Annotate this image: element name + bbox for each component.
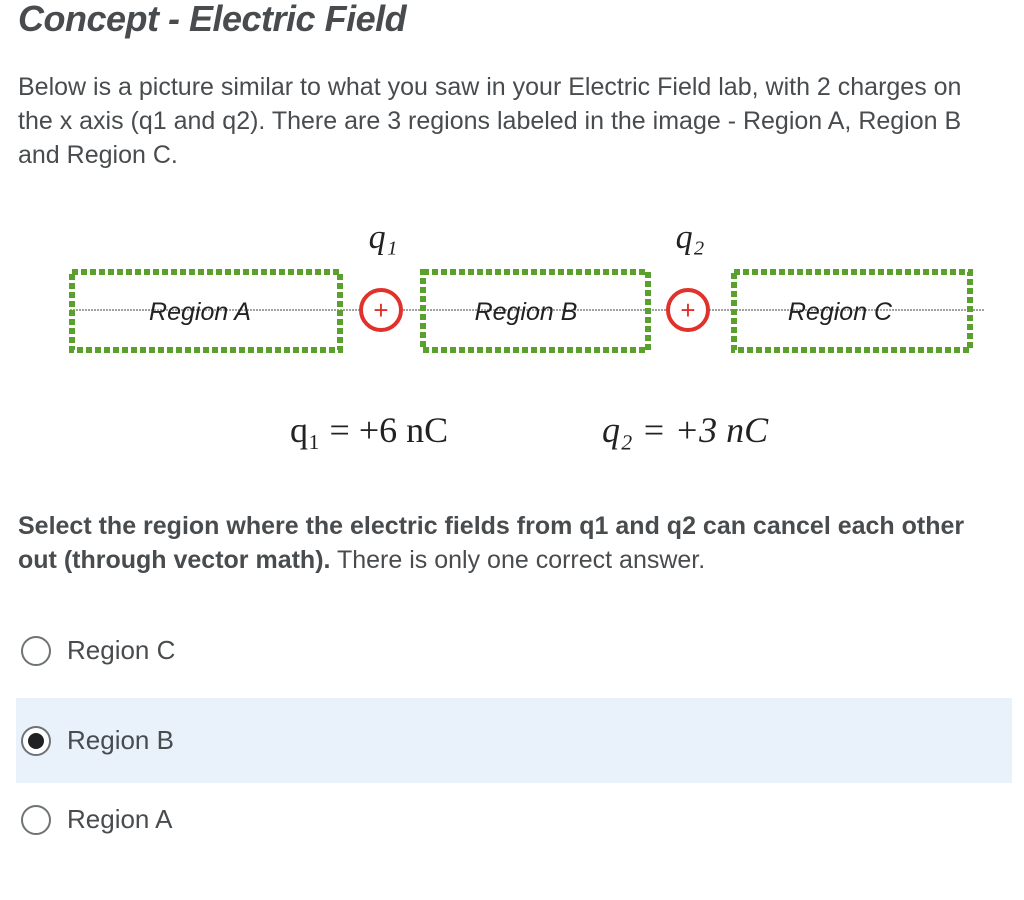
radio-button-selected[interactable]	[21, 726, 51, 756]
q2-label: q₂	[675, 219, 705, 256]
choice-region-c[interactable]	[16, 608, 1012, 693]
charge-q1-sign: +	[373, 295, 389, 325]
intro-text: Below is a picture similar to what you saw in your Electric Field lab, with 2 charges on the x axis (q1 and q2). There are 3 regions labeled in the image - Region A, Region B and Region C.	[18, 73, 962, 169]
question-bold: Select the region where the electric fields from q1 and q2 can cancel each other out (through vector math).	[18, 512, 965, 574]
radio-dot-icon	[28, 733, 44, 749]
charge-q2-sign: +	[680, 295, 696, 325]
choice-region-b[interactable]	[16, 698, 1012, 783]
region-b-label: Region B	[474, 298, 578, 326]
choice-region-a[interactable]	[16, 777, 1012, 862]
choice-label: Region A	[67, 804, 173, 834]
question-text	[18, 509, 1008, 577]
question-rest: There is only one correct answer.	[330, 546, 706, 574]
region-a-label: Region A	[149, 298, 251, 326]
q1-value: q₁ = +6 nC	[290, 410, 449, 450]
choice-label: Region B	[67, 725, 174, 755]
radio-button[interactable]	[21, 636, 51, 666]
region-c-label: Region C	[787, 298, 893, 326]
charges-diagram	[60, 210, 990, 460]
radio-button[interactable]	[21, 805, 51, 835]
choice-label: Region C	[67, 635, 176, 665]
q1-label: q₁	[368, 219, 398, 256]
q2-value: q₂ = +3 nC	[602, 410, 769, 450]
page-title: Concept - Electric Field	[18, 0, 407, 39]
